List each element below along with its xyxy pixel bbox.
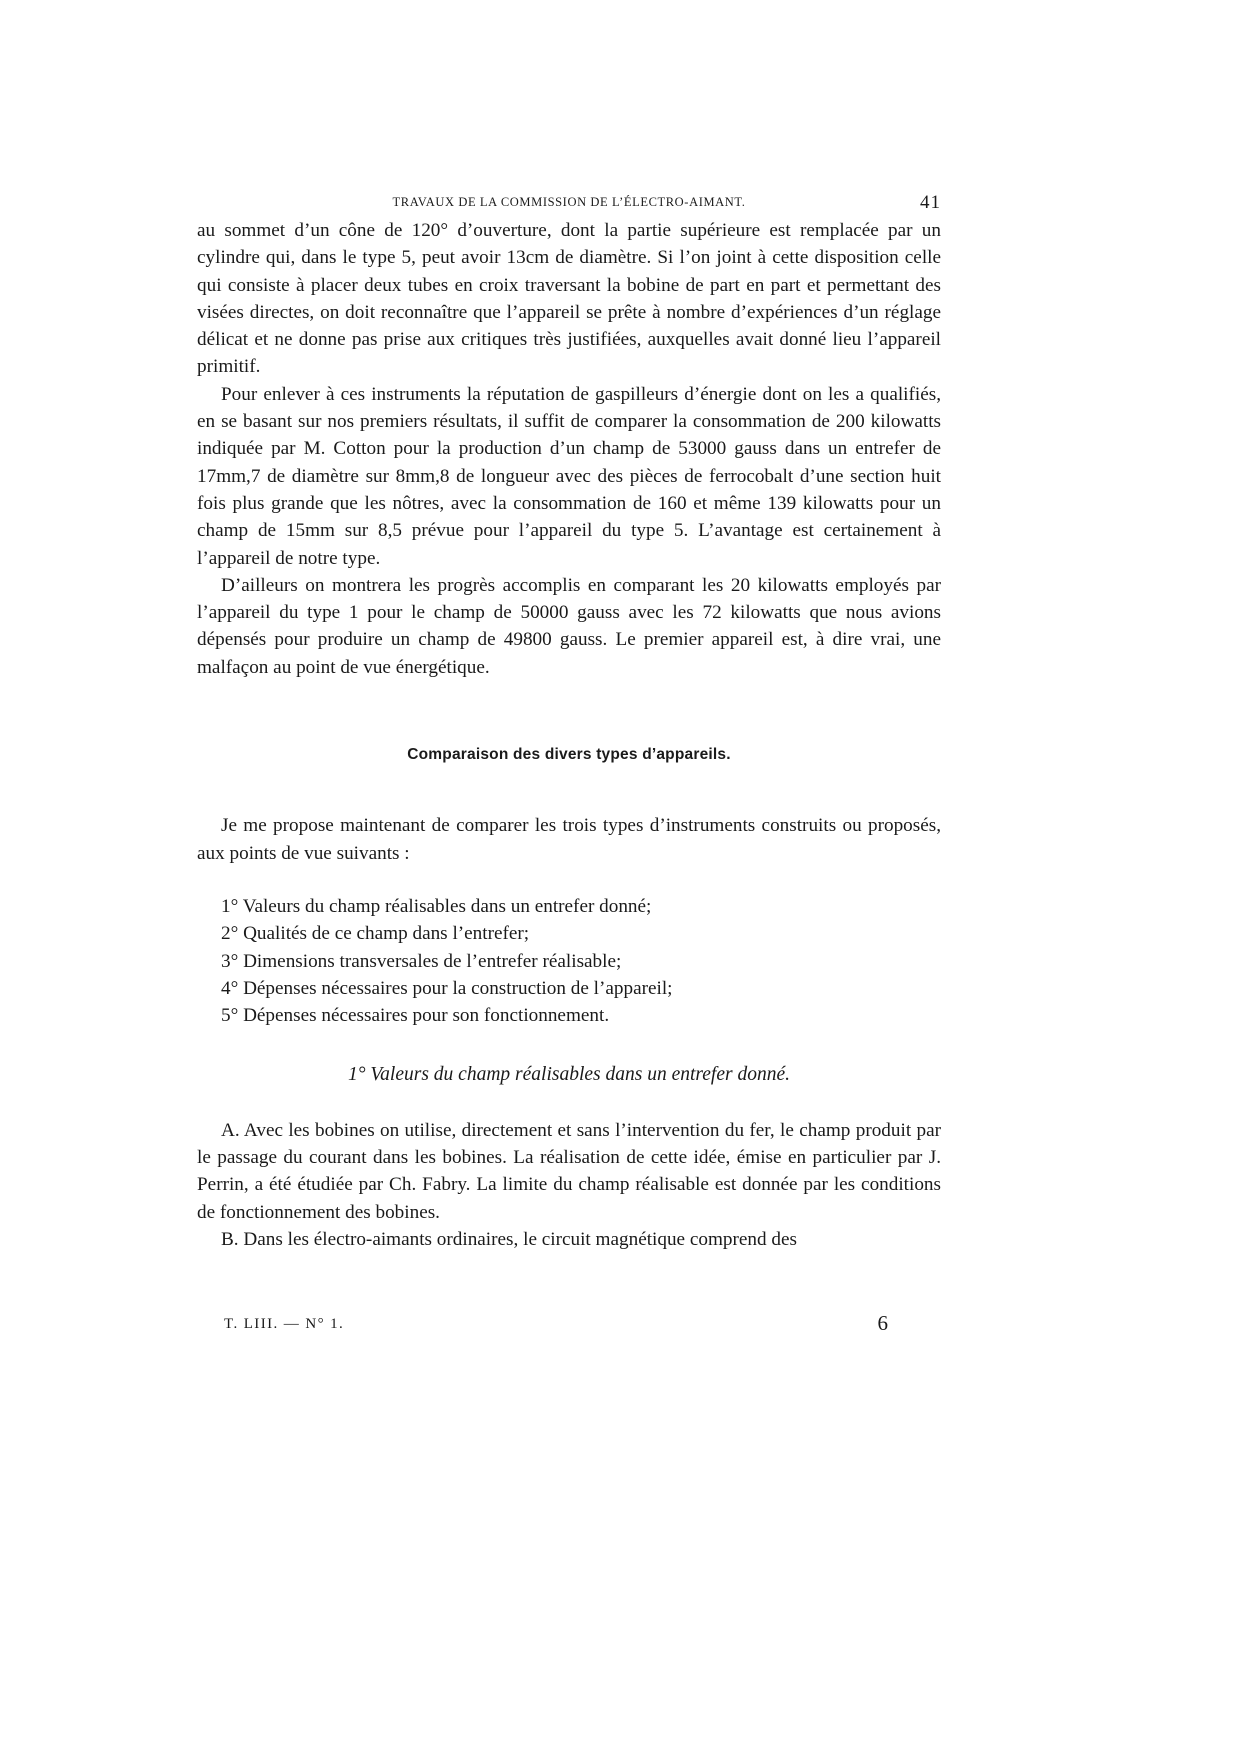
running-head [197, 192, 941, 217]
body-text [197, 217, 941, 1253]
paragraph: Pour enlever à ces instruments la réputation de gaspilleurs d’énergie dont on les a qualifiés, en se basant sur nos premiers résultats, il suffit de comparer la consommation de 200 kilowatts indiquée par M. Cotton pour la production d’un champ de 53000 gauss dans un entrefer de 17mm,7 de diamètre sur 8mm,8 de longueur avec des pièces de ferrocobalt d’une section huit fois plus grande que les nôtres, avec la consommation de 160 et même 139 kilowatts pour un champ de 15mm sur 8,5 prévue pour l’appareil du type 5. L’avantage est certainement à l’appareil de notre type. [197, 383, 941, 569]
paragraph: au sommet d’un cône de 120° d’ouverture, dont la partie supérieure est remplacée par un cylindre qui, dans le type 5, peut avoir 13cm de diamètre. Si l’on joint à cette disposition celle qui consiste à placer deux tubes en croix traversant la bobine de part en part et permettant des visées directes, on doit reconnaître que l’appareil se prête à nombre d’expériences d’un réglage délicat et ne donne pas prise aux critiques très justifiées, auxquelles avait donné lieu l’appareil primitif. [197, 220, 941, 378]
list-item: 4° Dépenses nécessaires pour la construction de l’appareil; [221, 977, 673, 999]
page-footer [224, 1311, 888, 1342]
list-item: 2° Qualités de ce champ dans l’entrefer; [221, 923, 530, 945]
criteria-list [197, 893, 941, 1029]
subsection-title: 1° Valeurs du champ réalisables dans un entrefer donné. [348, 1064, 790, 1086]
page-number: 41 [920, 192, 941, 213]
volume-number: T. LIII. — N° 1. [224, 1316, 345, 1332]
paragraph: A. Avec les bobines on utilise, directement et sans l’intervention du fer, le champ produit par le passage du courant dans les bobines. La réalisation de cette idée, émise en particulier par J. Perrin, a été étudiée par Ch. Fabry. La limite du champ réalisable est donnée par les conditions de fonctionnement des bobines. [197, 1119, 941, 1223]
paragraph: D’ailleurs on montrera les progrès accomplis en comparant les 20 kilowatts employés par l’appareil du type 1 pour le champ de 50000 gauss avec les 72 kilowatts que nous avions dépensés pour produire un champ de 49800 gauss. Le premier appareil est, à dire vrai, une malfaçon au point de vue énergétique. [197, 574, 941, 678]
signature-mark: 6 [877, 1311, 888, 1335]
list-item: 1° Valeurs du champ réalisables dans un entrefer donné; [221, 895, 652, 917]
intro-paragraph: Je me propose maintenant de comparer les trois types d’instruments construits ou proposés, aux points de vue suivants : [197, 815, 941, 864]
paragraph: B. Dans les électro-aimants ordinaires, le circuit magnétique comprend des [221, 1228, 797, 1250]
page [197, 192, 941, 1253]
section-title: Comparaison des divers types d’appareils. [407, 746, 731, 764]
list-item: 3° Dimensions transversales de l’entrefer réalisable; [221, 950, 622, 972]
list-item: 5° Dépenses nécessaires pour son fonctionnement. [221, 1005, 610, 1027]
running-title: TRAVAUX DE LA COMMISSION DE L’ÉLECTRO-AIMANT. [392, 195, 746, 209]
